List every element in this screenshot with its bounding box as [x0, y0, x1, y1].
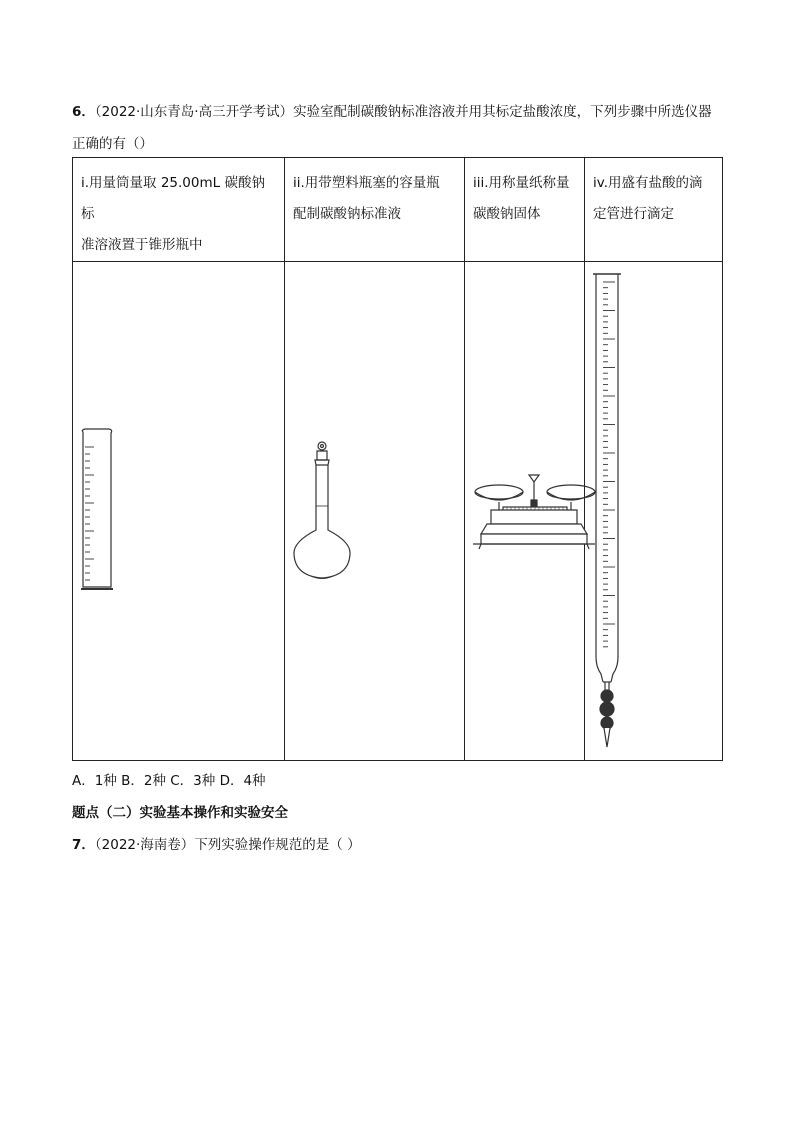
table-header-row — [73, 158, 723, 262]
section-title: 题点（二）实验基本操作和实验安全 — [72, 805, 288, 821]
balance-icon — [465, 262, 585, 760]
question-7-source: （2022·海南卷） — [94, 837, 195, 853]
header-cell-ii: ii.用带塑料瓶塞的容量瓶 配制碳酸钠标准液 — [285, 158, 465, 262]
image-cell-iii — [465, 262, 585, 761]
question-7-text: 下列实验操作规范的是（ ） — [194, 837, 361, 853]
image-cell-iv — [585, 262, 723, 761]
image-cell-ii — [285, 262, 465, 761]
image-cell-i — [73, 262, 285, 761]
table-image-row — [73, 262, 723, 761]
header-cell-i: i.用量筒量取 25.00mL 碳酸钠标 准溶液置于锥形瓶中 — [73, 158, 285, 262]
question-7 — [72, 836, 361, 854]
burette-icon — [585, 262, 723, 760]
header-cell-iii: iii.用称量纸称量 碳酸钠固体 — [465, 158, 585, 262]
question-6-line-1 — [72, 103, 712, 121]
instrument-table — [72, 157, 723, 761]
question-6-line-2: 正确的有（） — [72, 136, 153, 152]
question-6-text: 实验室配制碳酸钠标准溶液并用其标定盐酸浓度，下列步骤中所选仪器 — [293, 104, 712, 120]
question-6-number: 6． — [72, 104, 95, 120]
header-cell-iv: iv.用盛有盐酸的滴 定管进行滴定 — [585, 158, 723, 262]
volumetric-flask-icon — [285, 262, 465, 760]
question-6-source: （2022·山东青岛·高三开学考试） — [94, 104, 294, 120]
answer-options: A．1种 B．2种 C．3种 D．4种 — [72, 773, 266, 789]
graduated-cylinder-icon — [73, 262, 285, 760]
question-7-number: 7． — [72, 837, 95, 853]
